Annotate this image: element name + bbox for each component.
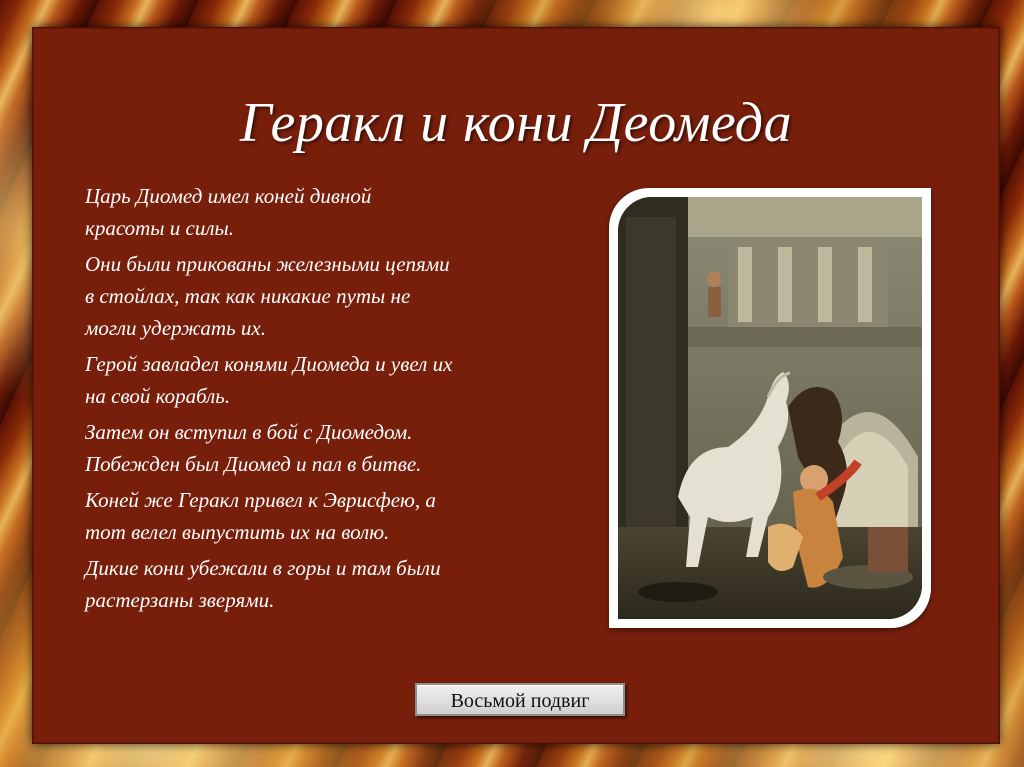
paragraph-1: Царь Диомед имел коней дивной красоты и силы. [85,184,372,240]
paragraph-6: Дикие кони убежали в горы и там были растерзаны зверями. [85,556,441,612]
painting-frame [609,188,931,628]
paragraph-4: Затем он вступил в бой с Диомедом. Побежден был Диомед и пал в битве. [85,420,422,476]
paragraph-5: Коней же Геракл привел к Эврисфею, а тот велел выпустить их на волю. [85,488,436,544]
slide-body-text [85,180,555,620]
painting-image [618,197,922,619]
paragraph-3: Герой завладел конями Диомеда и увел их на свой корабль. [85,352,453,408]
painting-illustration [618,197,922,619]
paragraph-2: Они были прикованы железными цепями в стойлах, так как никакие путы не могли удержать их. [85,252,450,340]
eighth-labor-button[interactable]: Восьмой подвиг [415,683,625,716]
slide-panel [32,27,1000,744]
slide-title: Геракл и кони Деомеда [239,92,793,154]
